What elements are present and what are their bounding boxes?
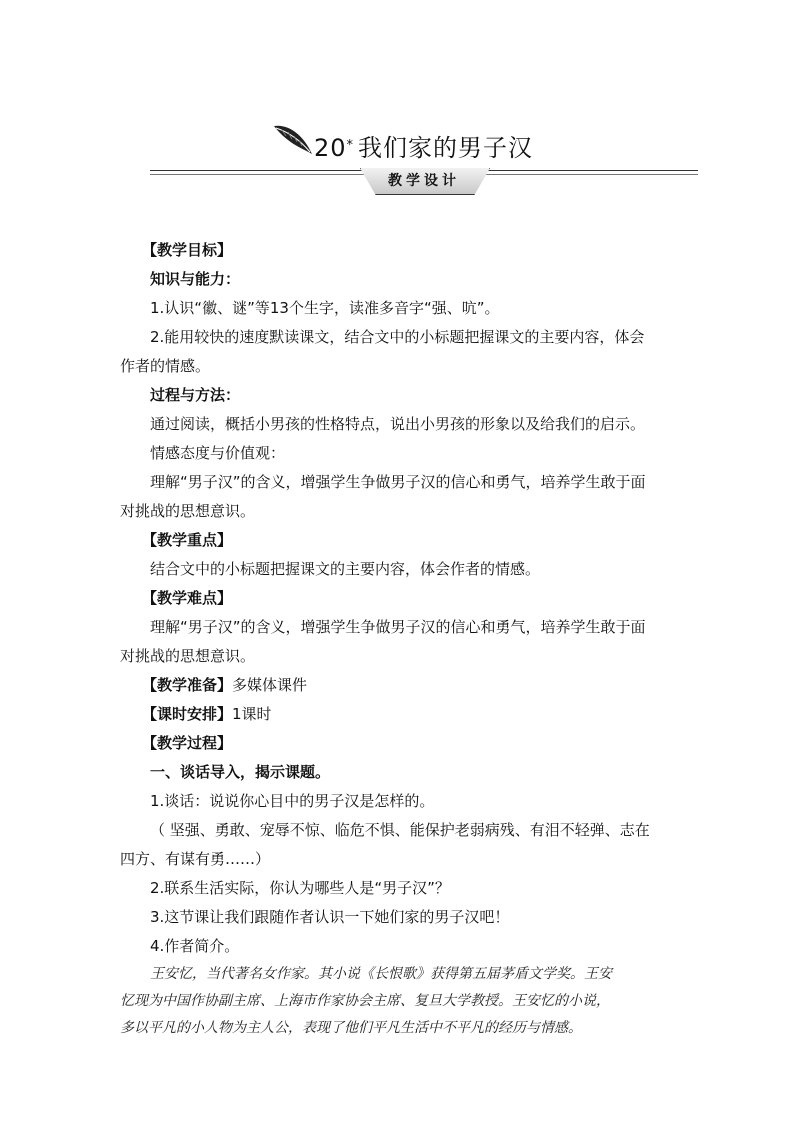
section-banner-label: 教学设计 (388, 173, 460, 189)
emotion-heading: 情感态度与价值观： (150, 444, 286, 462)
emotion-item-cont: 对挑战的思想意识。 (120, 502, 256, 520)
difficult-text-cont: 对挑战的思想意识。 (120, 647, 256, 665)
step-1-item-1: 1.谈话：说说你心目中的男子汉是怎样的。 (150, 792, 435, 810)
time-heading: 【课时安排】 (142, 705, 233, 723)
step-1-heading: 一、谈话导入，揭示课题。 (150, 763, 331, 781)
knowledge-item-2-cont: 作者的情感。 (120, 357, 211, 375)
knowledge-item-2: 2.能用较快的速度默读课文，结合文中的小标题把握课文的主要内容，体会 (150, 328, 645, 346)
process-item: 通过阅读，概括小男孩的性格特点，说出小男孩的形象以及给我们的启示。 (150, 415, 646, 433)
lesson-title (314, 132, 533, 164)
time-line (120, 700, 680, 729)
author-bio-line-2: 忆现为中国作协副主席、上海市作家协会主席、复旦大学教授。王安忆的小说， (120, 993, 610, 1009)
process-heading: 过程与方法： (150, 386, 241, 404)
lesson-content (120, 236, 680, 1042)
prep-line (120, 671, 680, 700)
step-1-answer-cont: 四方、有谋有勇……） (120, 850, 271, 868)
difficult-text: 理解“男子汉”的含义，增强学生争做男子汉的信心和勇气，培养学生敢于面 (150, 618, 646, 636)
knowledge-heading: 知识与能力： (150, 270, 241, 288)
lesson-mark: * (346, 138, 355, 153)
lesson-title-text: 我们家的男子汉 (358, 134, 534, 162)
author-bio-line-3: 多以平凡的小人物为主人公，表现了他们平凡生活中不平凡的经历与情感。 (120, 1020, 582, 1036)
difficult-heading: 【教学难点】 (142, 589, 233, 607)
step-1-answer: （ 坚强、勇敢、宠辱不惊、临危不惧、能保护老弱病残、有泪不轻弹、志在 (150, 821, 650, 839)
time-text: 1课时 (232, 705, 272, 723)
step-1-item-4: 4.作者简介。 (150, 937, 240, 955)
feather-pen-icon (272, 122, 314, 158)
page-header (0, 0, 794, 210)
knowledge-item-1: 1.认识“徽、谜”等13个生字，读准多音字“强、吭”。 (150, 299, 500, 317)
lesson-number: 20 (314, 134, 347, 162)
step-1-item-3: 3.这节课让我们跟随作者认识一下她们家的男子汉吧！ (150, 908, 510, 926)
step-1-item-2: 2.联系生活实际，你认为哪些人是“男子汉”？ (150, 879, 450, 897)
prep-heading: 【教学准备】 (142, 676, 233, 694)
key-heading: 【教学重点】 (142, 531, 233, 549)
key-text: 结合文中的小标题把握课文的主要内容，体会作者的情感。 (150, 560, 541, 578)
process2-heading: 【教学过程】 (142, 734, 233, 752)
prep-text: 多媒体课件 (232, 676, 308, 694)
goals-heading: 【教学目标】 (142, 241, 233, 259)
emotion-item: 理解“男子汉”的含义，增强学生争做男子汉的信心和勇气，培养学生敢于面 (150, 473, 646, 491)
author-bio-line-1: 王安忆，当代著名女作家。其小说《长恨歌》获得第五届茅盾文学奖。王安 (150, 966, 612, 982)
